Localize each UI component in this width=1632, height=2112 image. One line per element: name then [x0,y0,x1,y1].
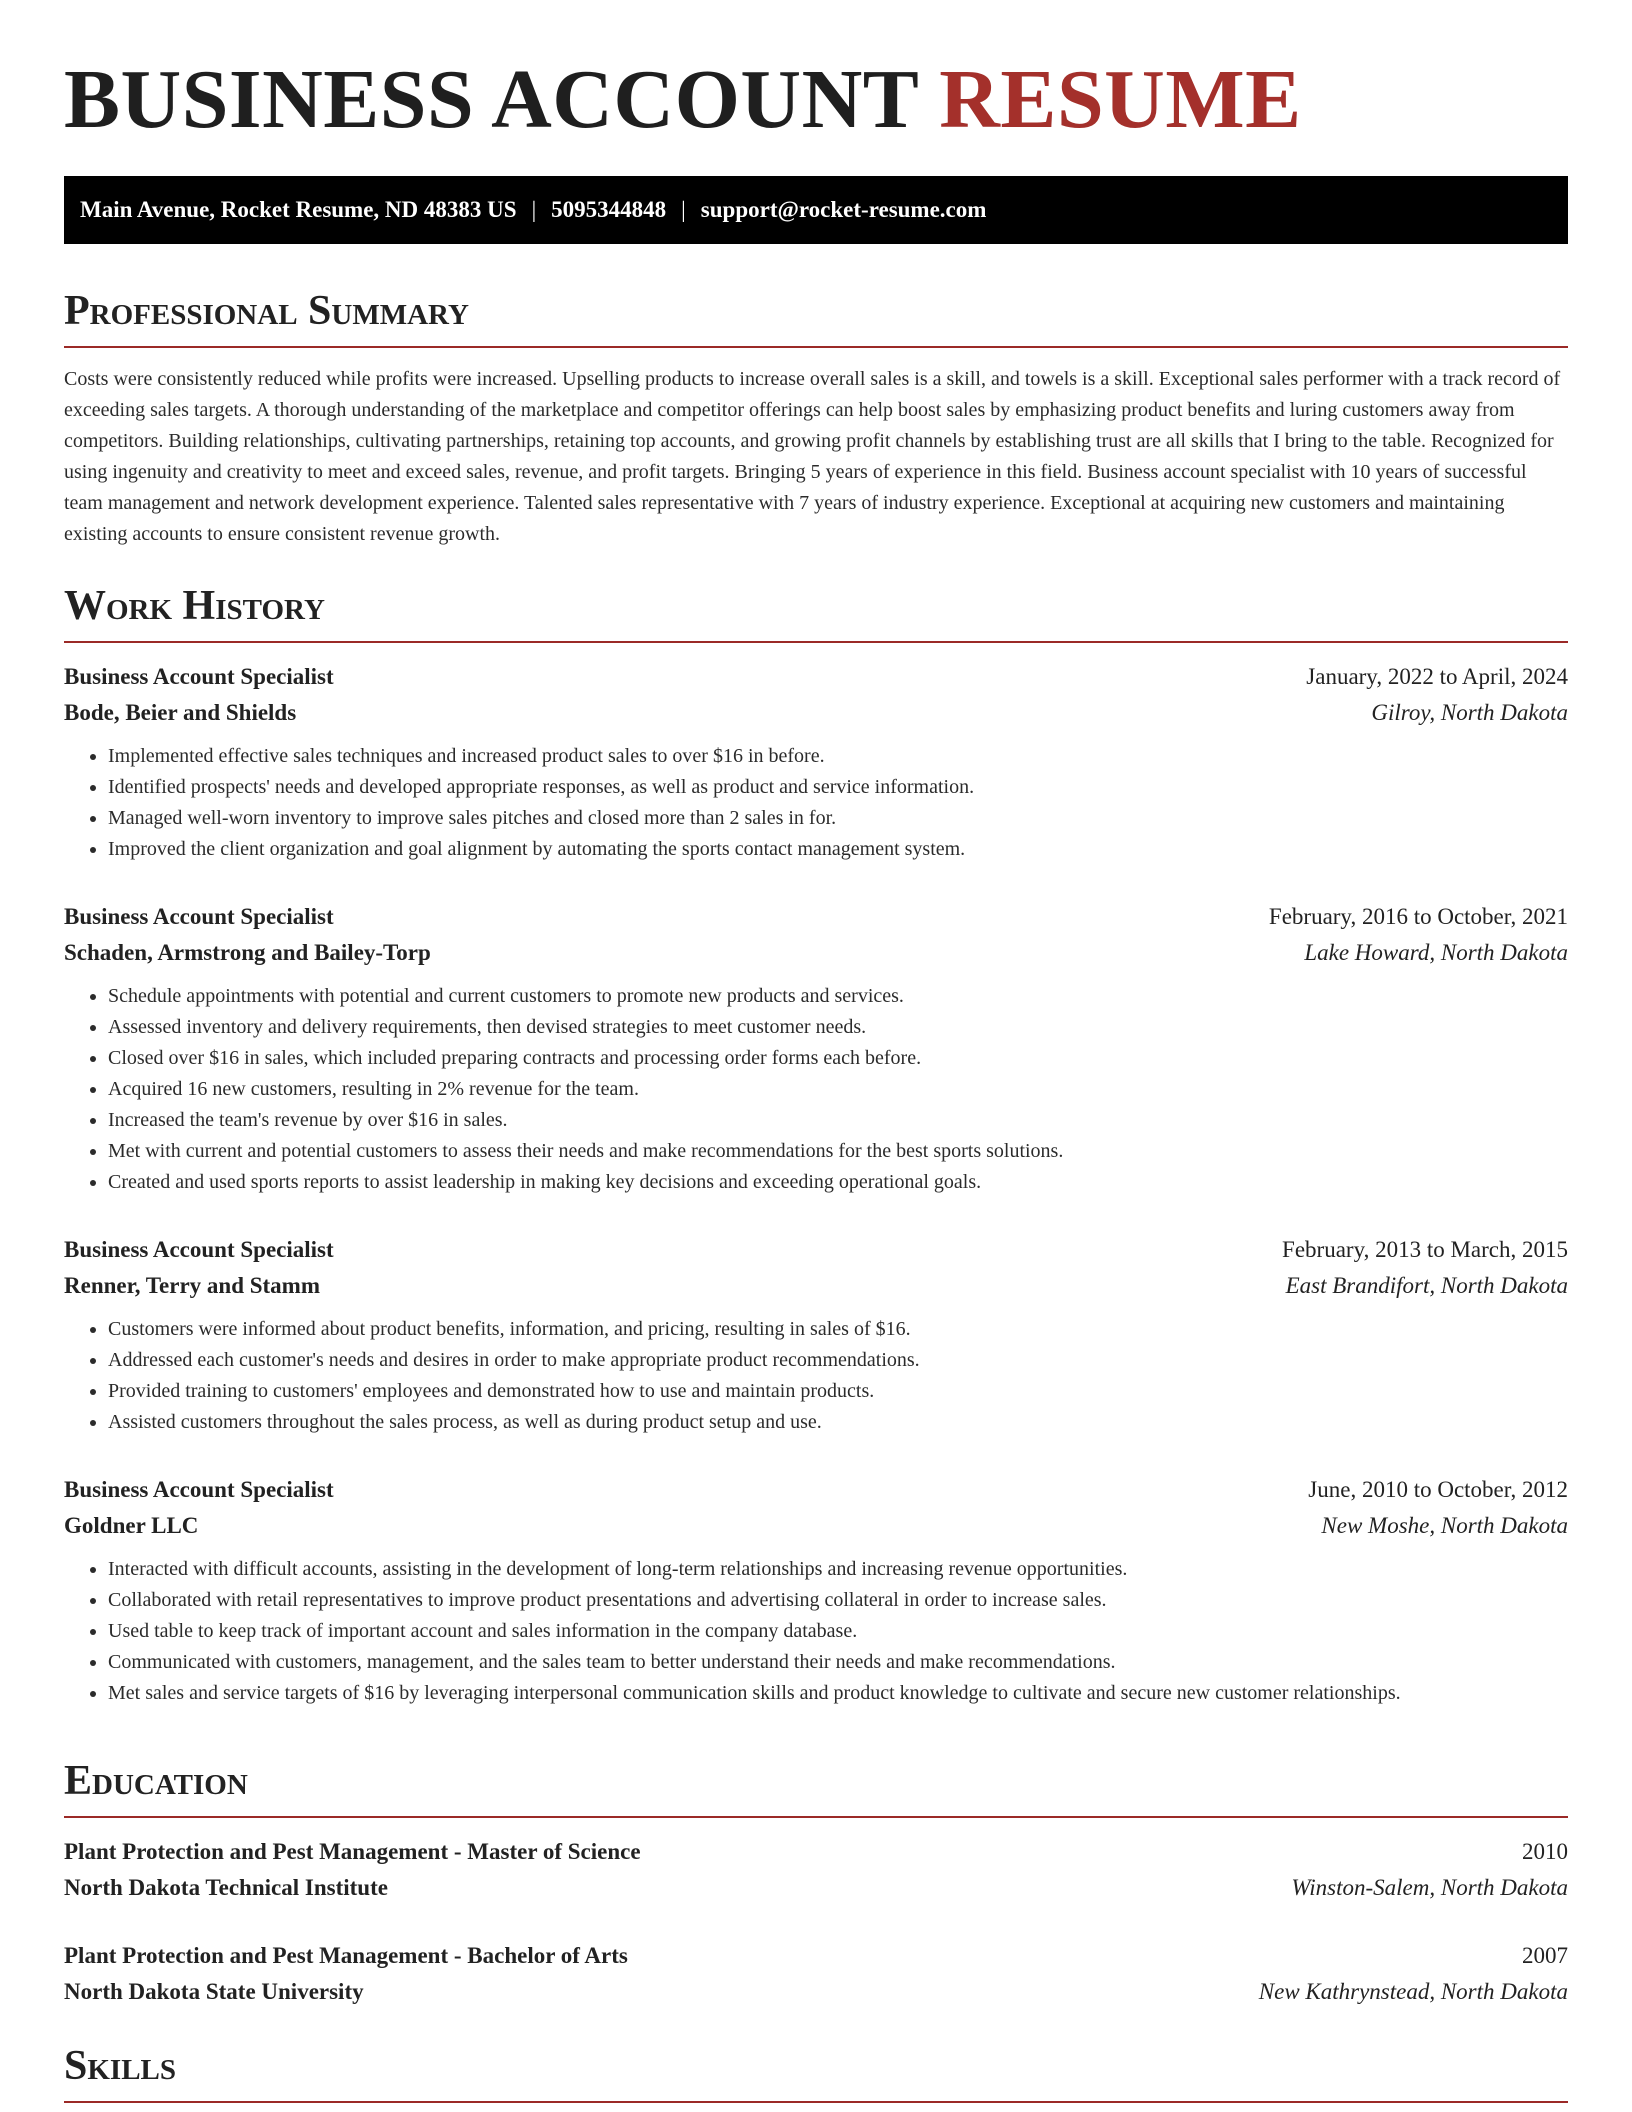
education-entry [64,1938,1568,2010]
job-bullet-list [64,1554,1568,1709]
contact-phone: 5095344848 [551,197,667,222]
job-company: Goldner LLC [64,1513,199,1538]
job-location: New Moshe, North Dakota [1321,1513,1568,1538]
job-bullet: • Managed well-worn inventory to improve sales pitches and closed more than 2 sales in for. [108,803,1568,834]
job-header-row [64,1472,1568,1508]
job-bullet: • Created and used sports reports to assist leadership in making key decisions and exceeding operational goals. [108,1167,1568,1198]
professional-summary-section [64,290,1568,550]
education-section [64,1760,1568,2010]
section-heading-summary: Professional Summary [64,290,1568,348]
job-bullet-list [64,1314,1568,1438]
job-bullet: • Increased the team's revenue by over $16 in sales. [108,1105,1568,1136]
education-degree: Plant Protection and Pest Management - Bachelor of Arts [64,1943,628,1968]
job-entry [64,899,1568,1198]
job-entry [64,659,1568,865]
education-year: 2010 [1522,1839,1568,1864]
job-title: Business Account Specialist [64,1477,334,1502]
job-location: Gilroy, North Dakota [1371,700,1568,725]
job-company-row [64,1268,1568,1304]
job-title: Business Account Specialist [64,664,334,689]
resume-title [64,53,1302,146]
job-bullet: • Interacted with difficult accounts, assisting in the development of long-term relationships and increasing revenue opportunities. [108,1554,1568,1585]
job-dates: January, 2022 to April, 2024 [1306,664,1568,689]
job-header-row [64,1232,1568,1268]
section-heading-work: Work History [64,585,1568,643]
job-bullet: • Implemented effective sales techniques and increased product sales to over $16 in before. [108,741,1568,772]
resume-title-main: BUSINESS ACCOUNT [64,53,918,146]
skills-section [64,2045,1568,2103]
contact-email: support@rocket-resume.com [700,197,987,222]
resume-title-accent: RESUME [939,53,1302,146]
job-bullet: • Identified prospects' needs and developed appropriate responses, as well as product and service information. [108,772,1568,803]
job-location: East Brandifort, North Dakota [1285,1273,1568,1298]
job-bullet: • Communicated with customers, management, and the sales team to better understand their needs and make recommendations. [108,1647,1568,1678]
section-heading-education: Education [64,1760,1568,1818]
job-company-row [64,695,1568,731]
job-dates: June, 2010 to October, 2012 [1308,1477,1568,1502]
education-location: New Kathrynstead, North Dakota [1258,1979,1568,2004]
education-location: Winston-Salem, North Dakota [1291,1875,1568,1900]
job-bullet: • Met with current and potential customers to assess their needs and make recommendations for the best sports solutions. [108,1136,1568,1167]
education-degree-row [64,1938,1568,1974]
job-bullet: • Used table to keep track of important account and sales information in the company database. [108,1616,1568,1647]
job-bullet: • Collaborated with retail representatives to improve product presentations and advertising collateral in order to increase sales. [108,1585,1568,1616]
education-degree: Plant Protection and Pest Management - Master of Science [64,1839,641,1864]
contact-separator: | [531,197,537,222]
job-bullet: • Improved the client organization and goal alignment by automating the sports contact management system. [108,834,1568,865]
education-school: North Dakota State University [64,1979,364,2004]
job-company: Bode, Beier and Shields [64,700,297,725]
education-school: North Dakota Technical Institute [64,1875,388,1900]
education-school-row [64,1974,1568,2010]
summary-text: Costs were consistently reduced while profits were increased. Upselling products to increase overall sales is a skill, and towels is a skill. Exceptional sales performer with a track record of exceeding sales targets. A thorough understanding of the marketplace and competitor offerings can help boost sales by emphasizing product benefits and luring customers away from competitors. Building relationships, cultivating partnerships, retaining top accounts, and growing profit channels by establishing trust are all skills that I bring to the table. Recognized for using ingenuity and creativity to meet and exceed sales, revenue, and profit targets. Bringing 5 years of experience in this field. Business account specialist with 10 years of successful team management and network development experience. Talented sales representative with 7 years of industry experience. Exceptional at acquiring new customers and maintaining existing accounts to ensure consistent revenue growth. [64,368,1561,545]
education-entry [64,1834,1568,1906]
job-bullet: • Schedule appointments with potential and current customers to promote new products and services. [108,981,1568,1012]
job-title: Business Account Specialist [64,1237,334,1262]
section-heading-skills: Skills [64,2045,1568,2103]
job-location: Lake Howard, North Dakota [1304,940,1568,965]
job-dates: February, 2013 to March, 2015 [1282,1237,1568,1262]
contact-bar [64,176,1568,244]
education-year: 2007 [1522,1943,1568,1968]
job-header-row [64,659,1568,695]
education-degree-row [64,1834,1568,1870]
job-bullet: • Acquired 16 new customers, resulting in 2% revenue for the team. [108,1074,1568,1105]
job-bullet: • Met sales and service targets of $16 by leveraging interpersonal communication skills and product knowledge to cultivate and secure new customer relationships. [108,1678,1568,1709]
education-school-row [64,1870,1568,1906]
job-header-row [64,899,1568,935]
job-bullet: • Addressed each customer's needs and desires in order to make appropriate product recommendations. [108,1345,1568,1376]
job-company: Renner, Terry and Stamm [64,1273,320,1298]
job-entry [64,1232,1568,1438]
contact-separator: | [681,197,686,222]
job-company-row [64,935,1568,971]
job-bullet: • Assisted customers throughout the sales process, as well as during product setup and use. [108,1407,1568,1438]
job-entry [64,1472,1568,1709]
job-bullet-list [64,981,1568,1198]
job-bullet: • Provided training to customers' employees and demonstrated how to use and maintain products. [108,1376,1568,1407]
job-bullet: • Assessed inventory and delivery requirements, then devised strategies to meet customer needs. [108,1012,1568,1043]
job-company-row [64,1508,1568,1544]
job-dates: February, 2016 to October, 2021 [1268,904,1568,929]
work-history-section [64,585,1568,1709]
job-company: Schaden, Armstrong and Bailey-Torp [64,940,431,965]
job-bullet: • Closed over $16 in sales, which included preparing contracts and processing order forms each before. [108,1043,1568,1074]
job-title: Business Account Specialist [64,904,334,929]
job-bullet-list [64,741,1568,865]
contact-address: Main Avenue, Rocket Resume, ND 48383 US [80,197,517,222]
job-bullet: • Customers were informed about product benefits, information, and pricing, resulting in sales of $16. [108,1314,1568,1345]
